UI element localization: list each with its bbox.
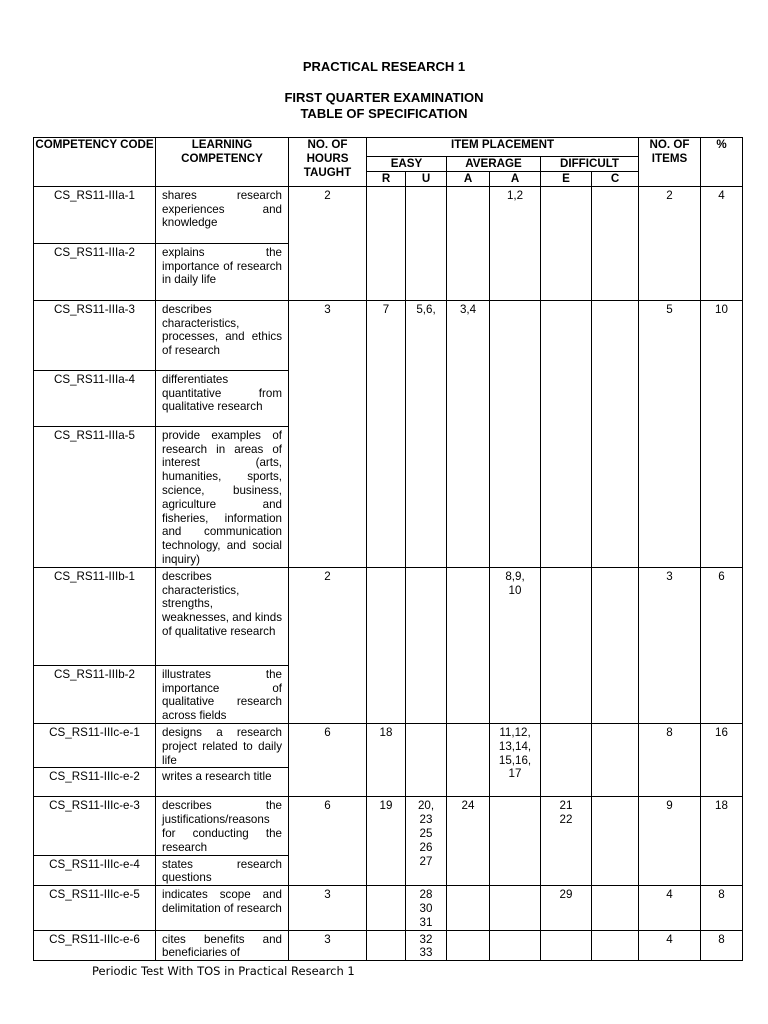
header-hours-taught: NO. OF HOURS TAUGHT: [289, 138, 367, 187]
difficult-c-items: [592, 300, 639, 567]
competency-code: CS_RS11-IIIc-e-4: [34, 855, 156, 886]
learning-competency: states research questions: [156, 855, 289, 886]
difficult-c-items: [592, 723, 639, 796]
learning-competency: explains the importance of research in daily life: [156, 243, 289, 300]
header-sub-c: C: [592, 172, 639, 187]
header-easy: EASY: [367, 157, 447, 172]
no-of-items: 8: [639, 723, 701, 796]
hours-taught: 2: [289, 567, 367, 723]
easy-u-items: [406, 723, 447, 796]
header-sub-a: A: [447, 172, 490, 187]
exam-title: FIRST QUARTER EXAMINATION: [284, 90, 484, 105]
learning-competency: writes a research title: [156, 768, 289, 797]
average-a-items: [447, 567, 490, 723]
competency-code: CS_RS11-IIIa-3: [34, 300, 156, 370]
learning-competency: indicates scope and delimitation of research: [156, 886, 289, 930]
competency-code: CS_RS11-IIIa-4: [34, 370, 156, 426]
percent: 4: [701, 186, 743, 300]
table-row: [34, 797, 743, 855]
learning-competency: cites benefits and beneficiaries of: [156, 930, 289, 961]
header-no-of-items: NO. OF ITEMS: [639, 138, 701, 187]
difficult-e-items: [541, 567, 592, 723]
average-a-items: 24: [447, 797, 490, 886]
no-of-items: 2: [639, 186, 701, 300]
learning-competency: designs a research project related to daily life: [156, 723, 289, 767]
header-sub-e: E: [541, 172, 592, 187]
header-learning-competency: LEARNING COMPETENCY: [156, 138, 289, 187]
average-a-items: [447, 886, 490, 930]
competency-code: CS_RS11-IIIa-1: [34, 186, 156, 243]
learning-competency: provide examples of research in areas of interest (arts, humanities, sports, science, business, agriculture and fisheries, information and communication technology, and social inquiry): [156, 426, 289, 567]
percent: 8: [701, 886, 743, 930]
hours-taught: 3: [289, 930, 367, 961]
competency-code: CS_RS11-IIIc-e-1: [34, 723, 156, 767]
competency-code: CS_RS11-IIIc-e-6: [34, 930, 156, 961]
learning-competency: describes characteristics, processes, and ethics of research: [156, 300, 289, 370]
easy-r-items: 18: [367, 723, 406, 796]
percent: 16: [701, 723, 743, 796]
easy-u-items: [406, 186, 447, 300]
easy-r-items: [367, 567, 406, 723]
header-item-placement: ITEM PLACEMENT: [367, 138, 639, 157]
easy-u-items: 5,6,: [406, 300, 447, 567]
average-a-items: [447, 186, 490, 300]
difficult-c-items: [592, 797, 639, 886]
learning-competency: illustrates the importance of qualitative research across fields: [156, 665, 289, 723]
percent: 18: [701, 797, 743, 886]
no-of-items: 9: [639, 797, 701, 886]
no-of-items: 4: [639, 886, 701, 930]
difficult-c-items: [592, 186, 639, 300]
competency-code: CS_RS11-IIIb-1: [34, 567, 156, 665]
specification-table: [33, 137, 743, 961]
competency-code: CS_RS11-IIIa-2: [34, 243, 156, 300]
table-row: [34, 886, 743, 930]
easy-r-items: [367, 930, 406, 961]
average-a2-items: [490, 930, 541, 961]
average-a-items: [447, 723, 490, 796]
average-a2-items: 11,12, 13,14, 15,16, 17: [490, 723, 541, 796]
easy-r-items: 19: [367, 797, 406, 886]
difficult-e-items: [541, 186, 592, 300]
learning-competency: describes the justifications/reasons for conducting the research: [156, 797, 289, 855]
hours-taught: 6: [289, 797, 367, 886]
learning-competency: differentiates quantitative from qualitative research: [156, 370, 289, 426]
learning-competency: describes characteristics, strengths, weaknesses, and kinds of qualitative research: [156, 567, 289, 665]
difficult-c-items: [592, 886, 639, 930]
difficult-e-items: [541, 723, 592, 796]
competency-code: CS_RS11-IIIc-e-5: [34, 886, 156, 930]
competency-code: CS_RS11-IIIc-e-3: [34, 797, 156, 855]
no-of-items: 3: [639, 567, 701, 723]
header-sub-a: A: [490, 172, 541, 187]
average-a2-items: 1,2: [490, 186, 541, 300]
average-a2-items: [490, 886, 541, 930]
header-percent: %: [701, 138, 743, 187]
table-row: [34, 300, 743, 370]
header-competency-code: COMPETENCY CODE: [34, 138, 156, 187]
learning-competency: shares research experiences and knowledge: [156, 186, 289, 243]
percent: 6: [701, 567, 743, 723]
competency-code: CS_RS11-IIIb-2: [34, 665, 156, 723]
average-a-items: [447, 930, 490, 961]
table-row: [34, 567, 743, 665]
hours-taught: 2: [289, 186, 367, 300]
table-row: [34, 723, 743, 767]
average-a2-items: 8,9, 10: [490, 567, 541, 723]
average-a2-items: [490, 300, 541, 567]
difficult-c-items: [592, 567, 639, 723]
header-sub-u: U: [406, 172, 447, 187]
percent: 10: [701, 300, 743, 567]
hours-taught: 3: [289, 886, 367, 930]
header-difficult: DIFFICULT: [541, 157, 639, 172]
competency-code: CS_RS11-IIIa-5: [34, 426, 156, 567]
no-of-items: 5: [639, 300, 701, 567]
hours-taught: 3: [289, 300, 367, 567]
difficult-e-items: 29: [541, 886, 592, 930]
easy-u-items: 28 30 31: [406, 886, 447, 930]
hours-taught: 6: [289, 723, 367, 796]
header-sub-r: R: [367, 172, 406, 187]
easy-u-items: 32 33: [406, 930, 447, 961]
easy-r-items: [367, 886, 406, 930]
table-row: [34, 930, 743, 961]
easy-u-items: 20, 23 25 26 27: [406, 797, 447, 886]
header-average: AVERAGE: [447, 157, 541, 172]
average-a-items: 3,4: [447, 300, 490, 567]
difficult-e-items: [541, 930, 592, 961]
average-a2-items: [490, 797, 541, 886]
difficult-e-items: 21 22: [541, 797, 592, 886]
easy-r-items: [367, 186, 406, 300]
easy-r-items: 7: [367, 300, 406, 567]
table-row: [34, 186, 743, 243]
percent: 8: [701, 930, 743, 961]
competency-code: CS_RS11-IIIc-e-2: [34, 768, 156, 797]
difficult-e-items: [541, 300, 592, 567]
easy-u-items: [406, 567, 447, 723]
difficult-c-items: [592, 930, 639, 961]
page-footer: Periodic Test With TOS in Practical Research 1: [92, 964, 355, 978]
tos-title: TABLE OF SPECIFICATION: [300, 106, 468, 121]
document-title: PRACTICAL RESEARCH 1: [302, 59, 466, 74]
no-of-items: 4: [639, 930, 701, 961]
